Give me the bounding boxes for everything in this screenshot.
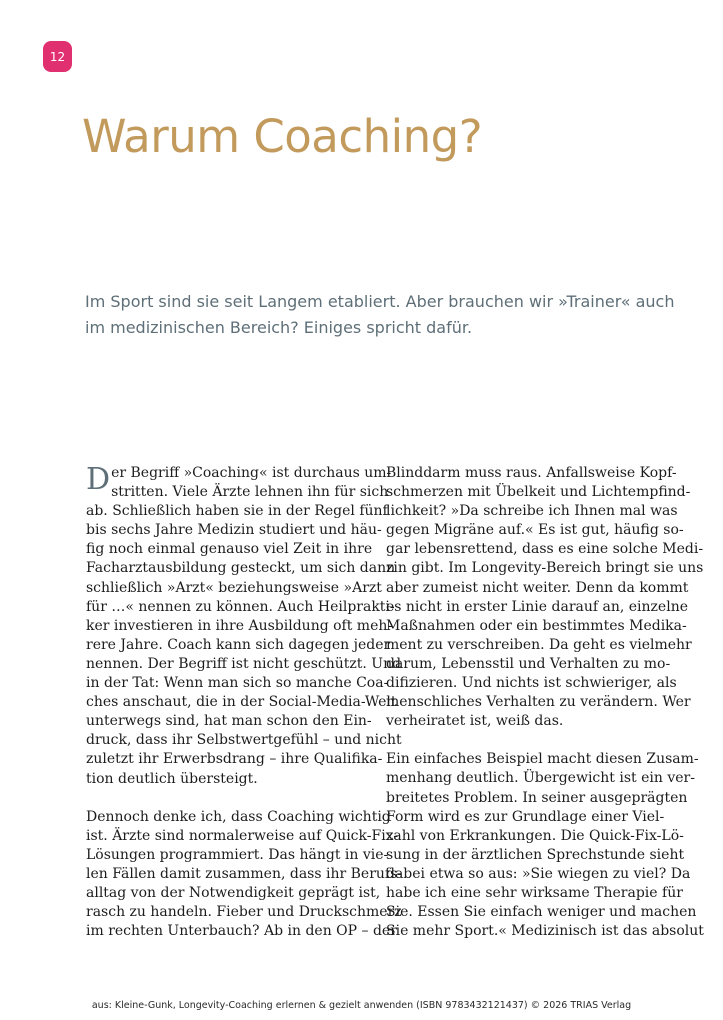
lead-line: im medizinischen Bereich? Einiges spricht dafür. [85, 318, 473, 337]
text-line: difizieren. Und nichts ist schwieriger, als [386, 675, 677, 692]
body-column-left [86, 462, 403, 941]
text-line: rere Jahre. Coach kann sich dagegen jeder [86, 636, 391, 653]
body-column-right [386, 464, 704, 941]
text-line: Ein einfaches Beispiel macht diesen Zusam- [386, 751, 699, 768]
text-line: ches anschaut, die in der Social-Media-Welt [86, 694, 397, 711]
text-line: len Fällen damit zusammen, dass ihr Berufs- [86, 865, 403, 882]
text-line: darum, Lebensstil und Verhalten zu mo- [386, 655, 671, 672]
text-line: verheiratet ist, weiß das. [386, 713, 564, 730]
text-line: zin gibt. Im Longevity-Bereich bringt sie uns [386, 560, 704, 577]
drop-cap: D [86, 462, 111, 497]
text-line: breitetes Problem. In seiner ausgeprägten [386, 789, 688, 806]
text-line: ist. Ärzte sind normalerweise auf Quick-Fix- [86, 827, 399, 844]
text-line: Blinddarm muss raus. Anfallsweise Kopf- [386, 465, 677, 481]
paragraph [386, 750, 704, 941]
text-line: aber zumeist nicht weiter. Denn da kommt [386, 579, 689, 596]
text-line: schmerzen mit Übelkeit und Lichtempfind- [386, 484, 691, 501]
paragraph [86, 462, 402, 789]
text-line: fig noch einmal genauso viel Zeit in ihre [86, 541, 373, 558]
source-footer: aus: Kleine-Gunk, Longevity-Coaching erlernen & gezielt anwenden (ISBN 9783432121437) © 2026 TRIAS Verlag [91, 1000, 632, 1011]
text-line: dabei etwa so aus: »Sie wiegen zu viel? Da [386, 865, 691, 882]
text-line: schließlich »Arzt« beziehungsweise »Arzt [86, 579, 382, 596]
text-line: im rechten Unterbauch? Ab in den OP – der [86, 923, 397, 940]
text-line: ab. Schließlich haben sie in der Regel fünf [86, 503, 388, 520]
text-line: gegen Migräne auf.« Es ist gut, häufig so- [386, 522, 684, 539]
text-line: Sie. Essen Sie einfach weniger und machen [386, 904, 697, 921]
text-line: es nicht in erster Linie darauf an, einzelne [386, 598, 688, 615]
text-line: Sie mehr Sport.« Medizinisch ist das absolut [386, 923, 704, 940]
text-line: Maßnahmen oder ein bestimmtes Medika- [386, 617, 687, 634]
paragraph [386, 464, 704, 731]
text-line: Dennoch denke ich, dass Coaching wichtig [86, 808, 391, 825]
text-line: menhang deutlich. Übergewicht ist ein ver- [386, 770, 695, 787]
text-line: menschliches Verhalten zu verändern. Wer [386, 694, 691, 711]
text-line: Form wird es zur Grundlage einer Viel- [386, 808, 665, 825]
text-line: ker investieren in ihre Ausbildung oft meh- [86, 617, 393, 634]
text-line: ment zu verschreiben. Da geht es vielmehr [386, 636, 692, 653]
text-line: lichkeit? »Da schreibe ich Ihnen mal was [386, 503, 678, 520]
text-line: unterwegs sind, hat man schon den Ein- [86, 713, 372, 730]
text-line: gar lebensrettend, dass es eine solche Medi- [386, 541, 704, 558]
text-line: bis sechs Jahre Medizin studiert und häu- [86, 522, 382, 539]
text-line: druck, dass ihr Selbstwertgefühl – und nicht [86, 732, 402, 749]
lead-paragraph [85, 289, 685, 341]
text-line: habe ich eine sehr wirksame Therapie für [386, 884, 683, 901]
lead-line: Im Sport sind sie seit Langem etabliert. Aber brauchen wir »Trainer« auch [85, 292, 675, 311]
text-line: stritten. Viele Ärzte lehnen ihn für sich [111, 484, 389, 501]
text-line: Lösungen programmiert. Das hängt in vie- [86, 846, 389, 863]
paragraph [86, 808, 403, 942]
page-number: 12 [49, 49, 66, 64]
text-line: zahl von Erkrankungen. Die Quick-Fix-Lö- [386, 827, 684, 844]
chapter-title: Warum Coaching? [82, 110, 483, 163]
text-line: rasch zu handeln. Fieber und Druckschmerz [86, 904, 402, 921]
text-line: sung in der ärztlichen Sprechstunde sieht [386, 846, 685, 863]
text-line: tion deutlich übersteigt. [86, 770, 258, 787]
text-line: nennen. Der Begriff ist nicht geschützt. Und [86, 655, 402, 672]
text-line: alltag von der Notwendigkeit geprägt ist, [86, 884, 381, 901]
page-number-badge [43, 41, 72, 72]
text-line: für …« nennen zu können. Auch Heilprakti- [86, 598, 395, 615]
text-line: Facharztausbildung gesteckt, um sich dann [86, 560, 396, 577]
text-line: zuletzt ihr Erwerbsdrang – ihre Qualifika- [86, 751, 383, 768]
text-line: er Begriff »Coaching« ist durchaus um- [111, 465, 392, 481]
text-line: in der Tat: Wenn man sich so manche Coa- [86, 675, 389, 692]
